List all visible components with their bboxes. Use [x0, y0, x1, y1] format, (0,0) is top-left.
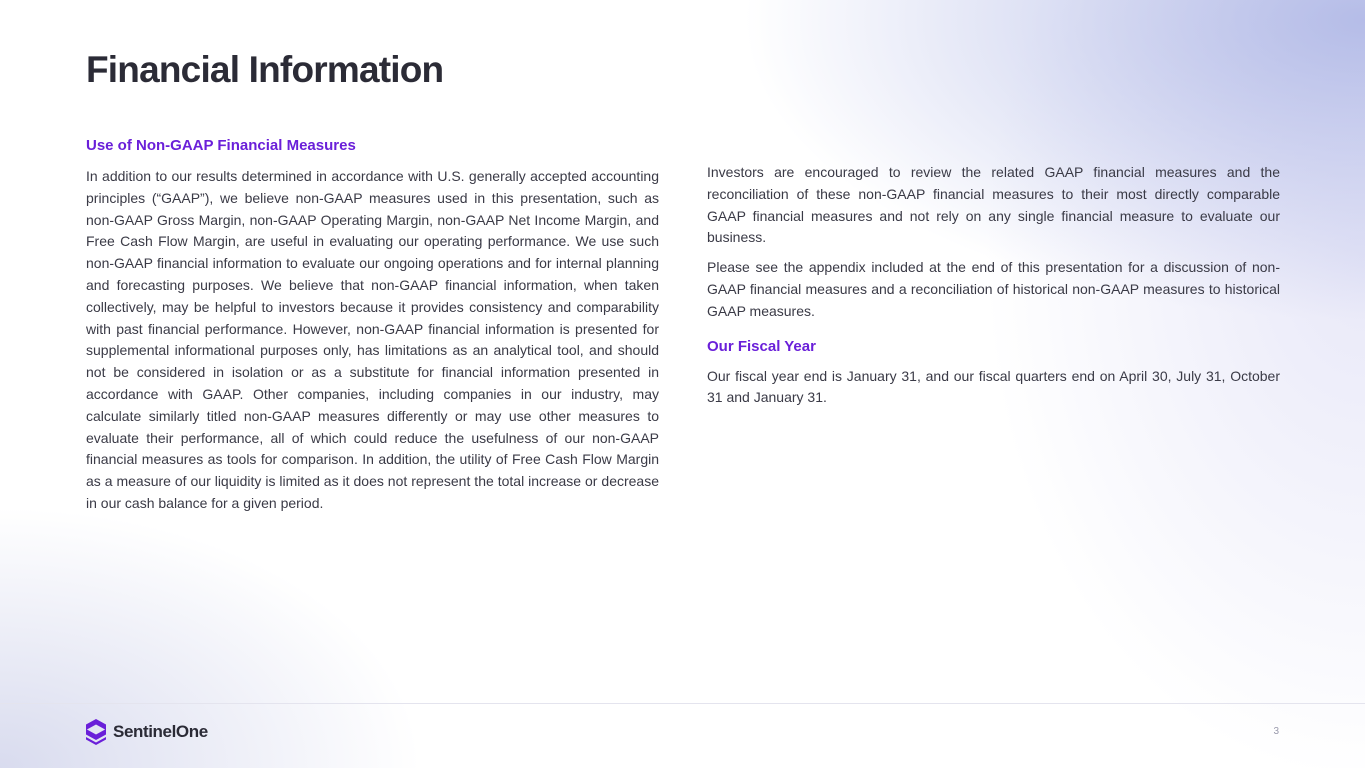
page-title: Financial Information	[86, 49, 444, 90]
footer-divider	[0, 703, 1365, 704]
non-gaap-paragraph: In addition to our results determined in accordance with U.S. generally accepted accounting principles (“GAAP”), we believe non-GAAP measures used in this presentation, such as non-GAAP Gross Margin, non-GAAP Operating Margin, non-GAAP Net Income Margin, and Free Cash Flow Margin, are useful in evaluating our operating performance. We use such non-GAAP financial information to evaluate our ongoing operations and for internal planning and forecasting purposes. We believe that non-GAAP financial information, when taken collectively, may be helpful to investors because it provides consistency and comparability with past financial performance. However, non-GAAP financial information is presented for supplemental informational purposes only, has limitations as an analytical tool, and should not be considered in isolation or as a substitute for financial information presented in accordance with GAAP. Other companies, including companies in our industry, may calculate similarly titled non-GAAP measures differently or may use other measures to evaluate their performance, all of which could reduce the usefulness of our non-GAAP financial measures as tools for comparison. In addition, the utility of Free Cash Flow Margin as a measure of our liquidity is limited as it does not represent the total increase or decrease in our cash balance for a given period.	[86, 168, 659, 511]
appendix-paragraph: Please see the appendix included at the end of this presentation for a discussion of non-GAAP financial measures and a reconciliation of historical non-GAAP measures to historical GAAP measures.	[707, 259, 1280, 319]
logo-wordmark: SentinelOne	[113, 722, 208, 741]
right-column	[707, 136, 1280, 417]
sentinelone-logo-icon	[86, 719, 106, 745]
sentinelone-logo	[86, 719, 208, 745]
non-gaap-heading: Use of Non-GAAP Financial Measures	[86, 137, 356, 154]
page-number: 3	[1273, 726, 1279, 737]
investors-paragraph: Investors are encouraged to review the related GAAP financial measures and the reconciliation of these non-GAAP financial measures to their most directly comparable GAAP financial measures and not rely on any single financial measure to evaluate our business.	[707, 164, 1280, 246]
right-column-spacer	[707, 136, 1280, 162]
fiscal-year-paragraph: Our fiscal year end is January 31, and our fiscal quarters end on April 30, July 31, October 31 and January 31.	[707, 367, 1280, 406]
left-column	[86, 136, 659, 523]
fiscal-year-heading: Our Fiscal Year	[707, 337, 816, 355]
